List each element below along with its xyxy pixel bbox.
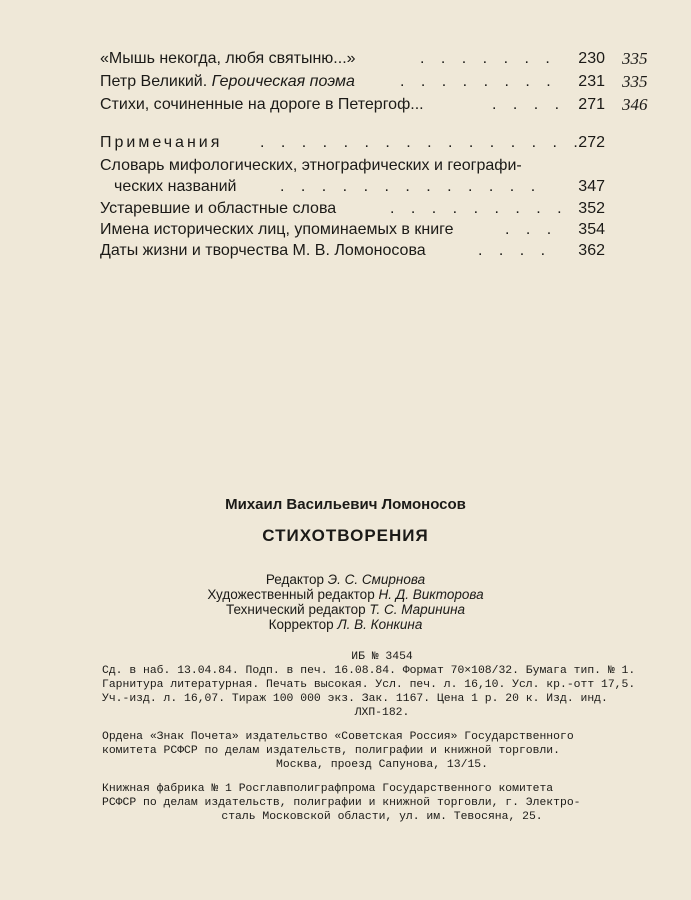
toc-entry-note-page: 335 (622, 49, 648, 68)
toc-entry (100, 94, 648, 116)
toc-entry-title-italic: Героическая поэма (211, 73, 355, 90)
credit-person: Э. С. Смирнова (327, 572, 426, 587)
publisher-line: Москва, проезд Сапунова, 13/15. (276, 759, 488, 771)
toc-entry-note-page: 335 (622, 72, 648, 91)
toc-leader-dots: . . . . . . . (420, 50, 556, 67)
spec-line: Сд. в наб. 13.04.84. Подп. в печ. 16.08.84. Формат 70×108/32. Бумага тип. № 1. (102, 665, 636, 677)
toc-entry (100, 219, 630, 241)
toc-entry-page: 352 (578, 200, 605, 217)
toc-entry-page: 231 (578, 73, 605, 90)
credit-line (0, 602, 691, 617)
toc-entry (100, 71, 648, 93)
toc-entry-page: 354 (578, 221, 605, 238)
credit-person: Л. В. Конкина (337, 617, 423, 632)
printer-line: сталь Московской области, ул. им. Тевосяна, 25. (221, 811, 543, 823)
credit-role: Художественный редактор (207, 587, 375, 602)
toc-entry-title: Примечания (100, 134, 223, 151)
spec-line: Гарнитура литературная. Печать высокая. Усл. печ. л. 16,10. Усл. кр.-отт 17,5. (102, 679, 636, 691)
credits-block (0, 572, 691, 632)
ib-number: ИБ № 3454 (351, 651, 413, 663)
toc-entry-title: Стихи, сочиненные на дороге в Петергоф... (100, 96, 424, 113)
toc-entry (100, 48, 648, 70)
toc-entry-page: 271 (578, 96, 605, 113)
toc-entry-title: Словарь мифологических, этнографических и географи- (100, 157, 522, 174)
credit-line (0, 617, 691, 632)
toc-leader-dots: . . . . (492, 96, 566, 113)
toc-entry (100, 198, 630, 220)
printer-line: Книжная фабрика № 1 Росглавполиграфпрома Государственного комитета (102, 783, 554, 795)
credit-line (0, 587, 691, 602)
toc-leader-dots: . . . . (478, 242, 552, 259)
toc-entry-note-page: 346 (622, 95, 648, 114)
toc-entry-title: ческих названий (114, 178, 237, 195)
toc-entry-page: 272 (578, 134, 605, 151)
author-name: Михаил Васильевич Ломоносов (225, 496, 466, 513)
toc-entry-title: Имена исторических лиц, упоминаемых в книге (100, 221, 454, 238)
credit-role: Корректор (268, 617, 334, 632)
printer-line: РСФСР по делам издательств, полиграфии и книжной торговли, г. Электро- (102, 797, 581, 809)
toc-entry-page: 230 (578, 50, 605, 67)
credit-person: Т. С. Маринина (369, 602, 466, 617)
toc-leader-dots: . . . . . . . . . . . . . (280, 178, 542, 195)
toc-leader-dots: . . . (505, 221, 558, 238)
spec-line: Уч.-изд. л. 16,07. Тираж 100 000 экз. Зак. 1167. Цена 1 р. 20 к. Изд. инд. (102, 693, 608, 705)
publisher-line: Ордена «Знак Почета» издательство «Советская Россия» Государственного (102, 731, 574, 743)
credit-line (0, 572, 691, 587)
toc-leader-dots: . . . . . . . . . (390, 200, 568, 217)
publisher-line: комитета РСФСР по делам издательств, полиграфии и книжной торговли. (102, 745, 560, 757)
toc-entry-page: 347 (578, 178, 605, 195)
toc-entry (100, 240, 630, 262)
credit-role: Редактор (265, 572, 324, 587)
toc-entry (100, 132, 630, 154)
spec-line: ЛХП-182. (354, 707, 410, 719)
toc-entry-title: «Мышь некогда, любя святыню...» (100, 50, 356, 67)
toc-entry-page: 362 (578, 242, 605, 259)
toc-entry-title: Устаревшие и областные слова (100, 200, 337, 217)
toc-entry (100, 155, 630, 177)
toc-leader-dots: . . . . . . . . . . . . . . . . (260, 134, 584, 151)
book-title: СТИХОТВОРЕНИЯ (262, 526, 429, 545)
toc-leader-dots: . . . . . . . . (400, 73, 557, 90)
toc-entry (100, 176, 630, 198)
toc-entry-title: Даты жизни и творчества М. В. Ломоносова (100, 242, 426, 259)
toc-entry-title: Петр Великий. (100, 73, 212, 90)
credit-person: Н. Д. Викторова (378, 587, 484, 602)
credit-role: Технический редактор (225, 602, 366, 617)
